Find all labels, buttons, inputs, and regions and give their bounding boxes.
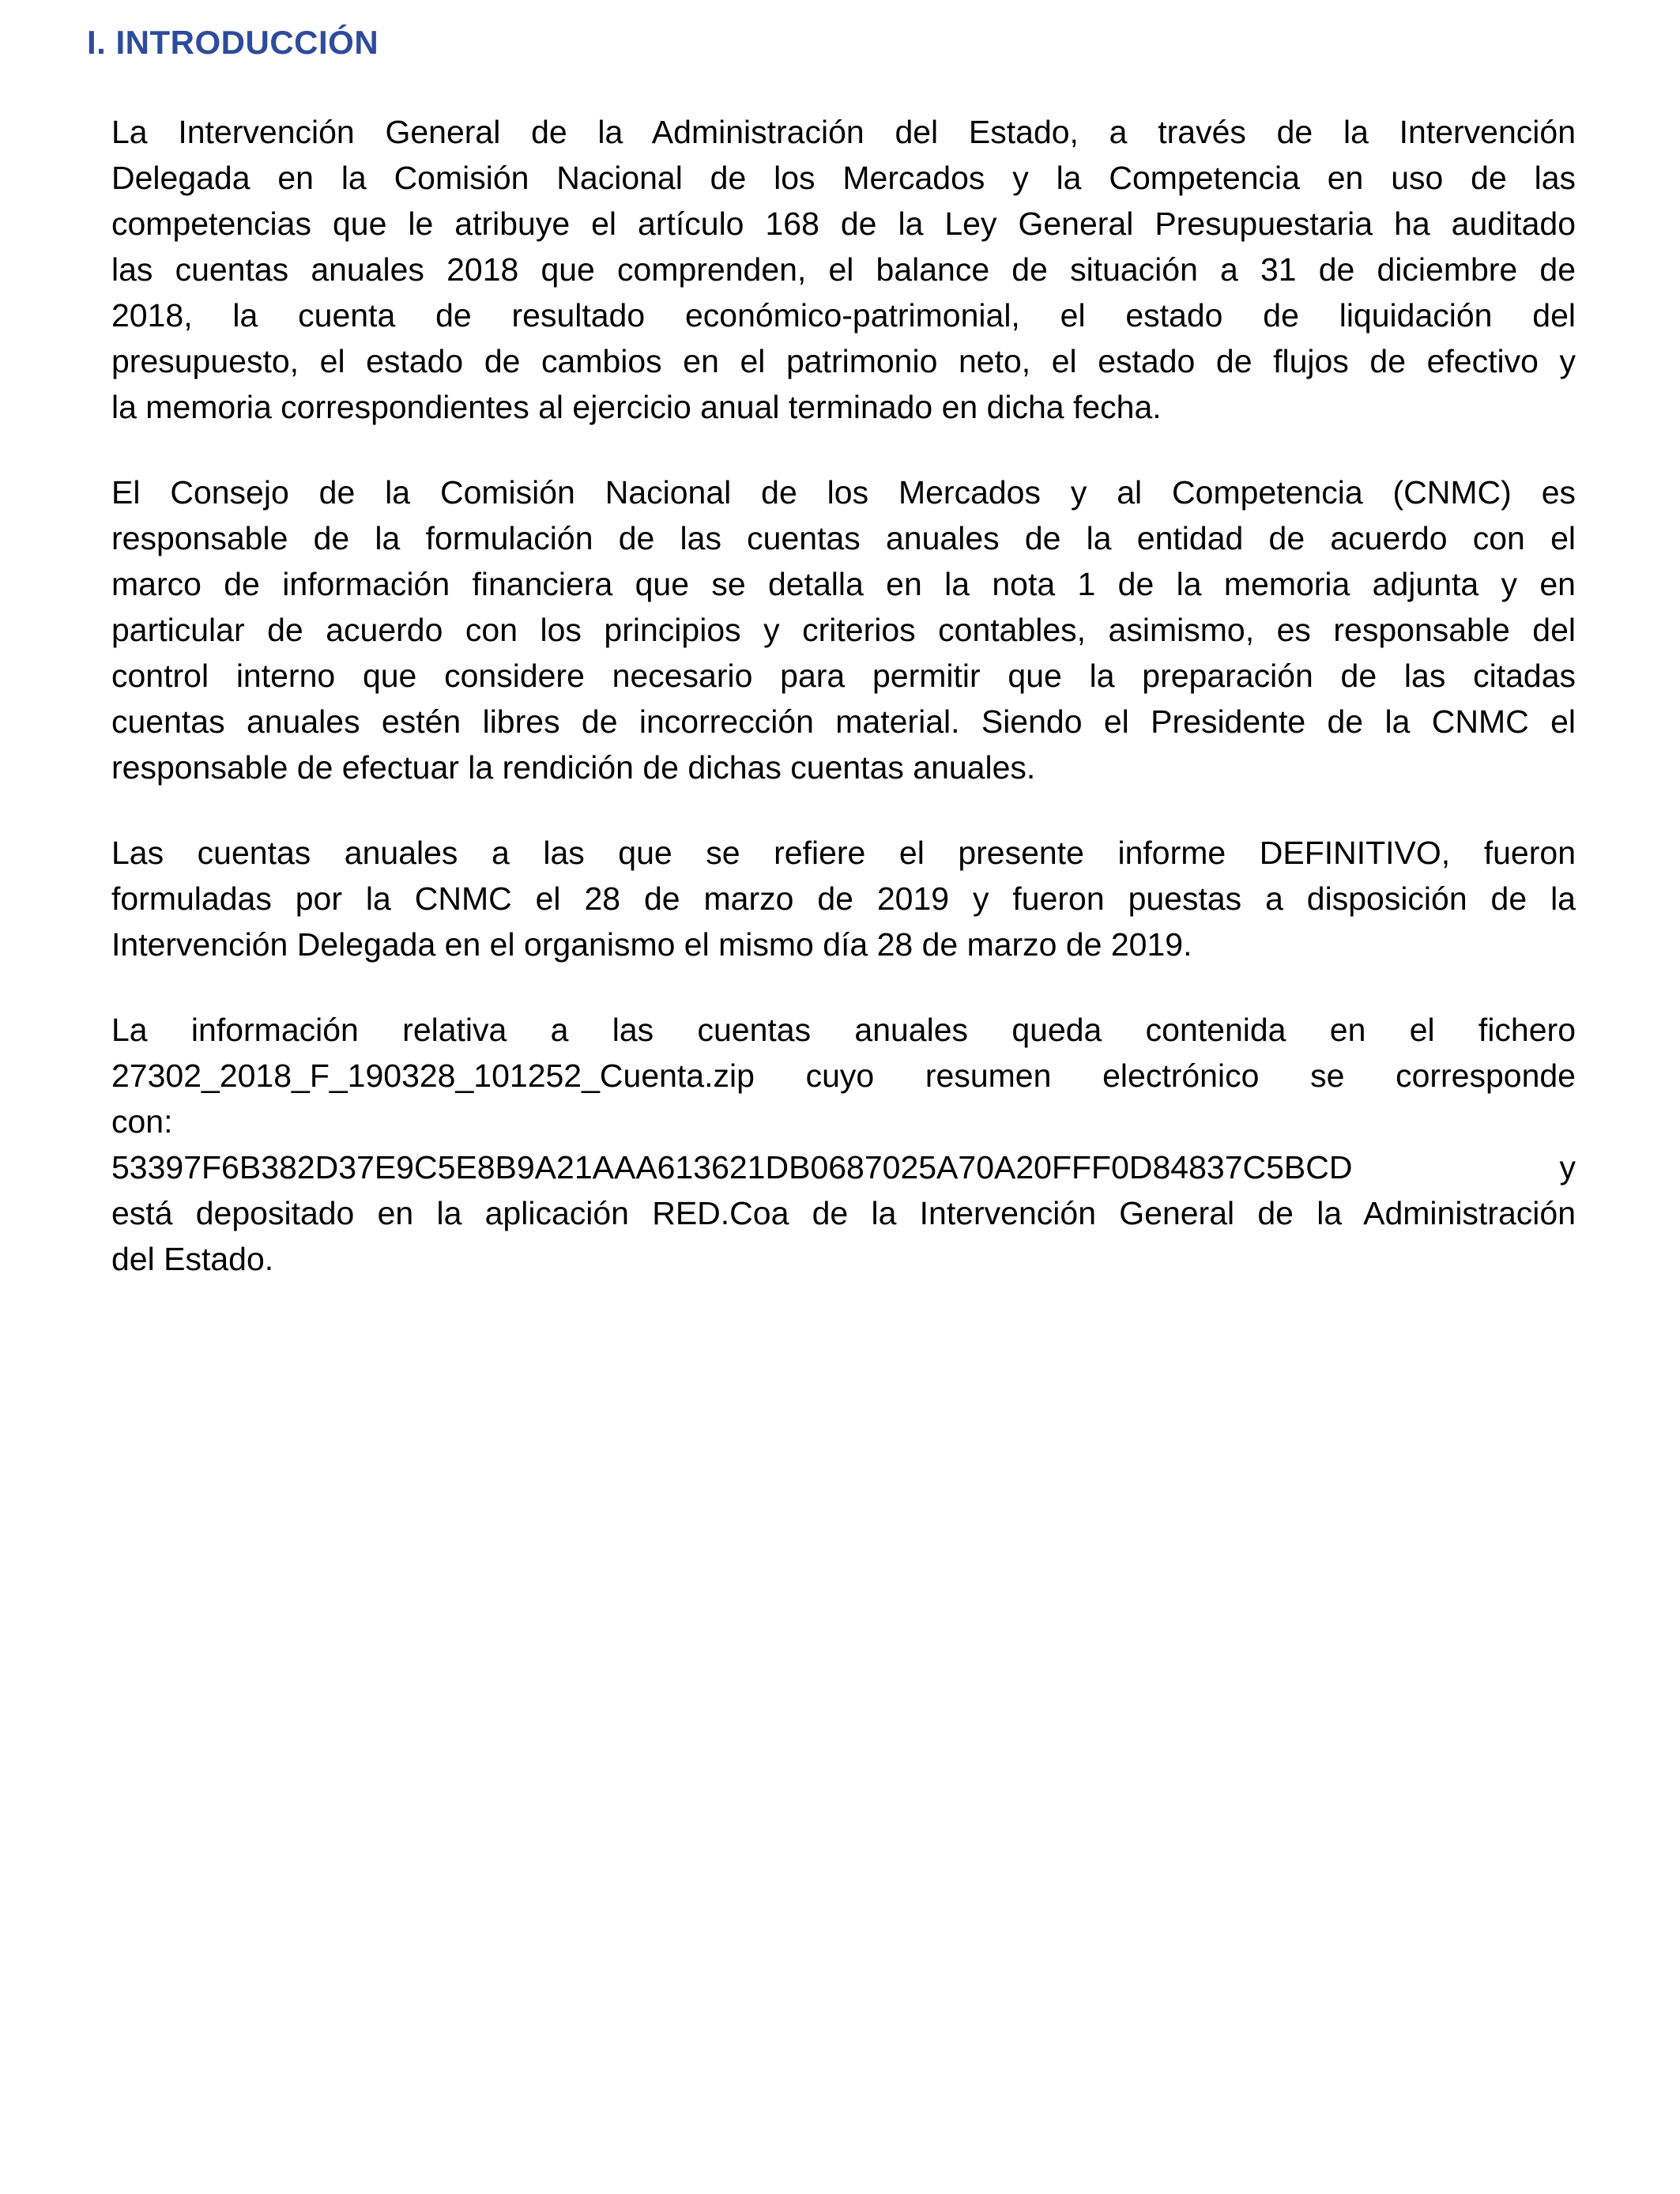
text-line: marco de información financiera que se detalla en la nota 1 de la memoria adjunta y en — [111, 566, 1576, 602]
text-line: responsable de la formulación de las cuentas anuales de la entidad de acuerdo con el — [111, 520, 1576, 556]
text-line: Intervención Delegada en el organismo el mismo día 28 de marzo de 2019. — [111, 926, 1192, 963]
text-line: la memoria correspondientes al ejercicio anual terminado en dicha fecha. — [111, 389, 1162, 425]
text-line: Delegada en la Comisión Nacional de los Mercados y la Competencia en uso de las — [111, 160, 1576, 196]
text-line: El Consejo de la Comisión Nacional de los Mercados y al Competencia (CNMC) es — [111, 474, 1576, 511]
text-line: del Estado. — [111, 1241, 274, 1277]
paragraph-council-responsibility — [111, 469, 1576, 790]
paragraph-intro-audit — [111, 109, 1576, 430]
text-line: 2018, la cuenta de resultado económico-patrimonial, el estado de liquidación del — [111, 297, 1576, 334]
text-line: competencias que le atribuye el artículo 168 de la Ley General Presupuestaria ha auditado — [111, 205, 1576, 242]
hash-line: 53397F6B382D37E9C5E8B9A21AAA613621DB0687025A70A20FFF0D84837C5BCD y — [111, 1149, 1576, 1186]
text-line: Las cuentas anuales a las que se refiere el presente informe DEFINITIVO, fueron — [111, 835, 1576, 871]
text-line: presupuesto, el estado de cambios en el patrimonio neto, el estado de flujos de efectivo y — [111, 343, 1576, 379]
text-line: con: — [111, 1103, 173, 1140]
text-line: La información relativa a las cuentas anuales queda contenida en el fichero — [111, 1012, 1576, 1048]
paragraph-formulation-dates — [111, 830, 1576, 967]
text-line: particular de acuerdo con los principios y criterios contables, asimismo, es responsable del — [111, 612, 1576, 648]
text-line: formuladas por la CNMC el 28 de marzo de 2019 y fueron puestas a disposición de la — [111, 880, 1576, 917]
text-line: está depositado en la aplicación RED.Coa de la Intervención General de la Administración — [111, 1195, 1576, 1231]
text-line: 27302_2018_F_190328_101252_Cuenta.zip cuyo resumen electrónico se corresponde — [111, 1057, 1576, 1094]
section-heading: I. INTRODUCCIÓN — [87, 24, 379, 61]
text-line: responsable de efectuar la rendición de dichas cuentas anuales. — [111, 749, 1036, 786]
text-line: cuentas anuales estén libres de incorrección material. Siendo el Presidente de la CNMC el — [111, 703, 1576, 740]
text-line: control interno que considere necesario para permitir que la preparación de las citadas — [111, 658, 1576, 694]
paragraph-file-information — [111, 1007, 1576, 1282]
document-body — [111, 109, 1576, 1321]
text-line: las cuentas anuales 2018 que comprenden, el balance de situación a 31 de diciembre de — [111, 251, 1576, 288]
text-line: La Intervención General de la Administración del Estado, a través de la Intervención — [111, 114, 1576, 150]
